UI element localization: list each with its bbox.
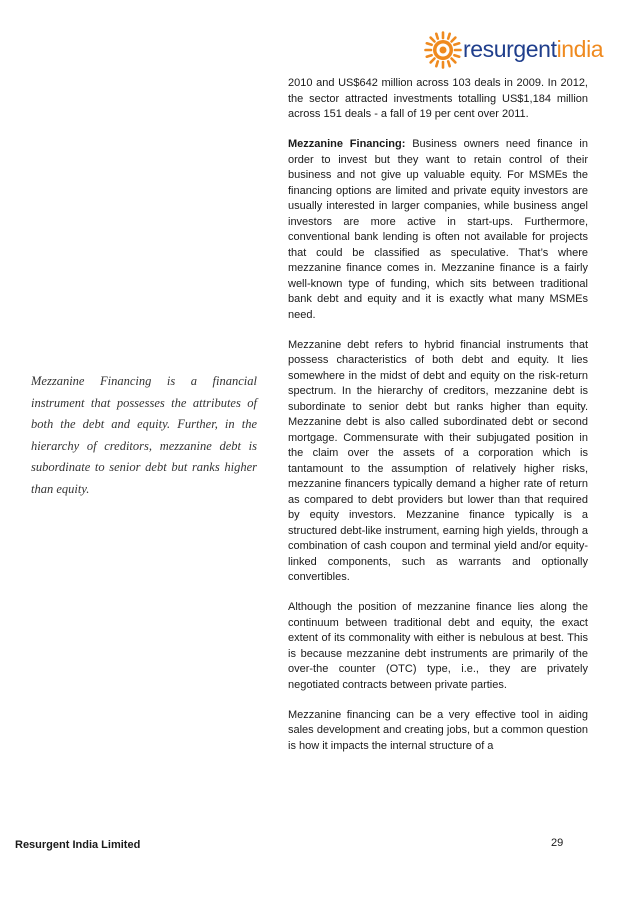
brand-wordmark (463, 36, 603, 62)
page-number: 29 (551, 837, 564, 849)
footer-company: Resurgent India Limited (15, 839, 141, 851)
sun-logo-icon (423, 30, 463, 70)
brand-logo (423, 30, 623, 70)
paragraph: Mezzanine debt refers to hybrid financial instruments that possess characteristics of both debt and equity. It lies somewhere in the midst of debt and equity on the risk-return spectrum. In the hierarchy of creditors, mezzanine debt is subordinate to senior debt but ranks higher than equity. Mezzanine debt is also called subordinated debt or second mortgage. Commensurate with their subjugated position in the claim over the assets of a corporation which is tantamount to the assumption of relatively higher risks, mezzanine financers typically demand a higher rate of return as compared to debt providers but lower than that required by equity investors. Mezzanine finance typically is a structured debt-like instrument, earning high yields, through a combination of cash coupon and terminal yield and/or equity-linked components, such as warrants and optionally convertibles. (288, 338, 588, 583)
brand-name-part2: india (556, 36, 604, 62)
paragraph: Mezzanine financing can be a very effective tool in aiding sales development and creating jobs, but a common question is how it impacts the internal structure of a (288, 708, 588, 752)
paragraph: 2010 and US$642 million across 103 deals in 2009. In 2012, the sector attracted investments totalling US$1,184 million across 151 deals - a fall of 19 per cent over 2011. (288, 77, 588, 120)
paragraph-body: Business owners need finance in order to invest but they want to retain control of their business and not give up valuable equity. For MSMEs the financing options are limited and private equity investors are usually interested in larger companies, while business angel investors are more active in start-ups. Furthermore, conventional bank lending is often not available for projects that could be classified as speculative. That’s where mezzanine finance comes in. Mezzanine finance is a fairly well-known type of funding, which sits between traditional bank debt and equity and it is exactly what many MSMEs need. (288, 138, 588, 321)
brand-name-part1: resurgent (463, 36, 557, 62)
pull-quote: Mezzanine Financing is a financial instrument that possesses the attributes of both the debt and equity. Further, in the hierarchy of creditors, mezzanine debt is subordinate to senior debt but ranks higher than equity. (31, 374, 257, 496)
paragraph-lead: Mezzanine Financing: (288, 138, 406, 150)
paragraph: Although the position of mezzanine finance lies along the continuum between traditional debt and equity, the exact extent of its commonality with either is nebulous at best. This is because mezzanine debt instruments are primarily of the over-the counter (OTC) type, i.e., they are privately negotiated contracts between private parties. (288, 601, 588, 691)
body-column (288, 76, 588, 754)
paragraph-mezzanine-intro (288, 137, 588, 323)
